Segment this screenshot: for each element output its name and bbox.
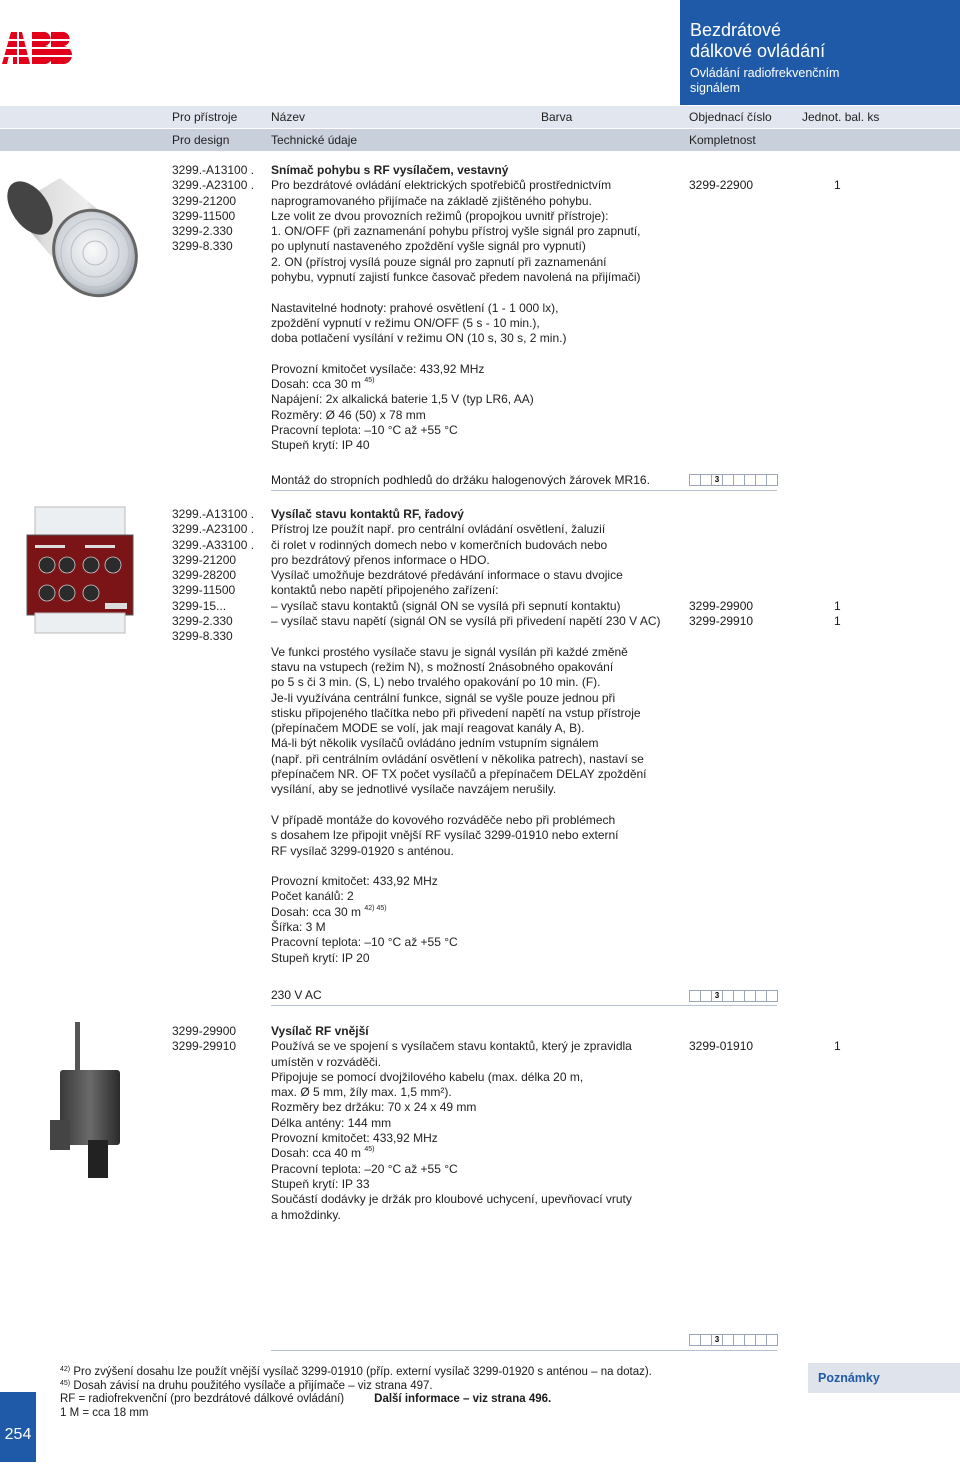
order-number: 3299-29900 [689, 599, 754, 613]
rating-scale: 1 2 3 4 5 6 7 8 [689, 990, 777, 1002]
pack-qty: 1 [834, 614, 841, 628]
product-3-codes: 3299-29900 3299-29910 [172, 1024, 237, 1054]
product-2-title: Vysílač stavu kontaktů RF, řadový [271, 507, 464, 521]
product-1-note: Montáž do stropních podhledů do držáku halogenových žárovek MR16. [271, 473, 650, 487]
pack-qty: 1 [834, 1039, 841, 1053]
order-number: 3299-29910 [689, 614, 754, 628]
pack-qty: 1 [834, 599, 841, 613]
col-pro-pristroje: Pro přístroje [172, 110, 238, 124]
product-3-title: Vysílač RF vnější [271, 1024, 369, 1038]
abb-logo [0, 28, 74, 68]
product-2-codes: 3299.-A13100 . 3299.-A23100 . 3299.-A33100 . 3299-21200 3299-28200 3299-11500 3299-15... 3299-2.330 3299-8.330 [172, 507, 255, 644]
product-2-note: 230 V AC [271, 988, 322, 1002]
rating-scale: 1 2 3 4 5 6 7 8 [689, 1334, 777, 1346]
col-nazev: Název [271, 110, 306, 124]
motion-sensor-image [0, 168, 150, 308]
column-header-row-2 [0, 129, 960, 151]
external-transmitter-image [40, 1020, 140, 1180]
product-1-title: Snímač pohybu s RF vysílačem, vestavný [271, 163, 509, 177]
notes-label: Poznámky [808, 1363, 960, 1393]
col-kompletnost: Kompletnost [689, 133, 756, 147]
footnotes: $^{42)}$ Pro zvýšení dosahu lze použít vnější vysílač 3299-01910 (příp. externí vysílač 3299-01920 s anténou – na dotaz). $^{45)}$ Dosah závisí na druhu použitého vysílače a přijímače – viz strana 497. RF = radiofrekvenční (pro bezdrátové dálkové ovládání) Další informace – viz strana 496. 1 M = cca 18 mm [60, 1366, 652, 1419]
order-number: 3299-22900 [689, 178, 754, 192]
divider [271, 1005, 777, 1006]
col-barva: Barva [541, 110, 573, 124]
product-1-description: Snímač pohybu s RF vysílačem, vestavný Pro bezdrátové ovládání elektrických spotřebičů prostřednictvím naprogramovaného přijímače na základě zjištěného pohybu. Lze volit ze dvou provozních režimů (propojkou uvnitř přístroje): 1. ON/OFF (při zaznamenání pohybu přístroj vyšle signál pro zapnutí, po uplynutí nastaveného zpoždění vyšle signál pro vypnutí) 2. ON (přístroj vysílá pouze signál pro zapnutí při zaznamenání pohybu, vypnutí zajistí funkce časovač předem navolená na přijímači) Nastavitelné hodnoty: prahové osvětlení (1 - 1 000 lx), zpoždění vypnutí v režimu ON/OFF (5 s - 10 min.), doba potlačení vysílání v režimu ON (10 s, 30 s, 2 min.) Provozní kmitočet vysílače: 433,92 MHz Dosah: cca 30 m $^{45)}$ Napájení: 2x alkalická baterie 1,5 V (typ LR6, AA) Rozměry: Ø 46 (50) x 78 mm Pracovní teplota: –10 °C až +55 °C Stupeň krytí: IP 40 [271, 163, 641, 453]
col-objednaci-cislo: Objednací číslo [689, 110, 772, 124]
order-number: 3299-01910 [689, 1039, 754, 1053]
product-1-codes: 3299.-A13100 . 3299.-A23100 . 3299-21200 3299-11500 3299-2.330 3299-8.330 [172, 163, 255, 254]
page-number: 254 [0, 1392, 36, 1462]
more-info-link[interactable]: Další informace – viz strana 496. [374, 1393, 552, 1405]
divider [271, 1350, 777, 1351]
col-pro-design: Pro design [172, 133, 230, 147]
section-subtitle: Ovládání radiofrekvenčním signálem [690, 66, 840, 95]
pack-qty: 1 [834, 178, 841, 192]
col-jednot-bal: Jednot. bal. ks [802, 110, 880, 124]
din-transmitter-image [25, 505, 135, 635]
product-3-description: Vysílač RF vnější Používá se ve spojení s vysílačem stavu kontaktů, který je zpravidla umístěn v rozváděči. Připojuje se pomocí dvojžilového kabelu (max. délka 20 m, max. Ø 5 mm, žíly max. 1,5 mm²). Rozměry bez držáku: 70 x 24 x 49 mm Délka antény: 144 mm Provozní kmitočet: 433,92 MHz Dosah: cca 40 m $^{45)}$ Pracovní teplota: –20 °C až +55 °C Stupeň krytí: IP 33 Součástí dodávky je držák pro kloubové uchycení, upevňovací vruty a hmoždinky. [271, 1024, 632, 1222]
section-title: Bezdrátové dálkové ovládání [690, 20, 826, 61]
col-technicke-udaje: Technické údaje [271, 133, 358, 147]
rating-scale: 1 2 3 4 5 6 7 8 [689, 474, 777, 486]
divider [271, 490, 777, 491]
product-2-description: Vysílač stavu kontaktů RF, řadový Přístroj lze použít např. pro centrální ovládání osvětlení, žaluzií či rolet v rodinných domech nebo v komerčních budovách nebo pro bezdrátový přenos informace o HDO. Vysílač umožňuje bezdrátové předávání informace o stavu dvojice kontaktů nebo napětí připojeného zařízení: – vysílač stavu kontaktů (signál ON se vysílá při sepnutí kontaktu) – vysílač stavu napětí (signál ON se vysílá při přivedení napětí 230 V AC) Ve funkci prostého vysílače stavu je signál vysílán při každé změně stavu na vstupech (režim N), s možností 2násobného opakování po 5 s či 3 min. (S, L) nebo trvalého opakování po 10 min. (F). Je-li využívána centrální funkce, signál se vyšle pouze jednou při stisku připojeného tlačítka nebo při přivedení napětí na vstup přístroje (přepínačem MODE se volí, jak mají reagovat kanály A, B). Má-li být několik vysílačů ovládáno jedním vstupním signálem (např. při centrálním ovládání osvětlení v několika patrech), nastaví se přepínačem NR. OF TX počet vysílačů a přepínačem DELAY zpoždění vysílání, aby se jednotlivé vysílače navzájem nerušily. V případě montáže do kovového rozváděče nebo při problémech s dosahem lze připojit vnější RF vysílač 3299-01910 nebo externí RF vysílač 3299-01920 s anténou. Provozní kmitočet: 433,92 MHz Počet kanálů: 2 Dosah: cca 30 m $^{42) 45)}$ Šířka: 3 M Pracovní teplota: –10 °C až +55 °C Stupeň krytí: IP 20 [271, 507, 661, 965]
